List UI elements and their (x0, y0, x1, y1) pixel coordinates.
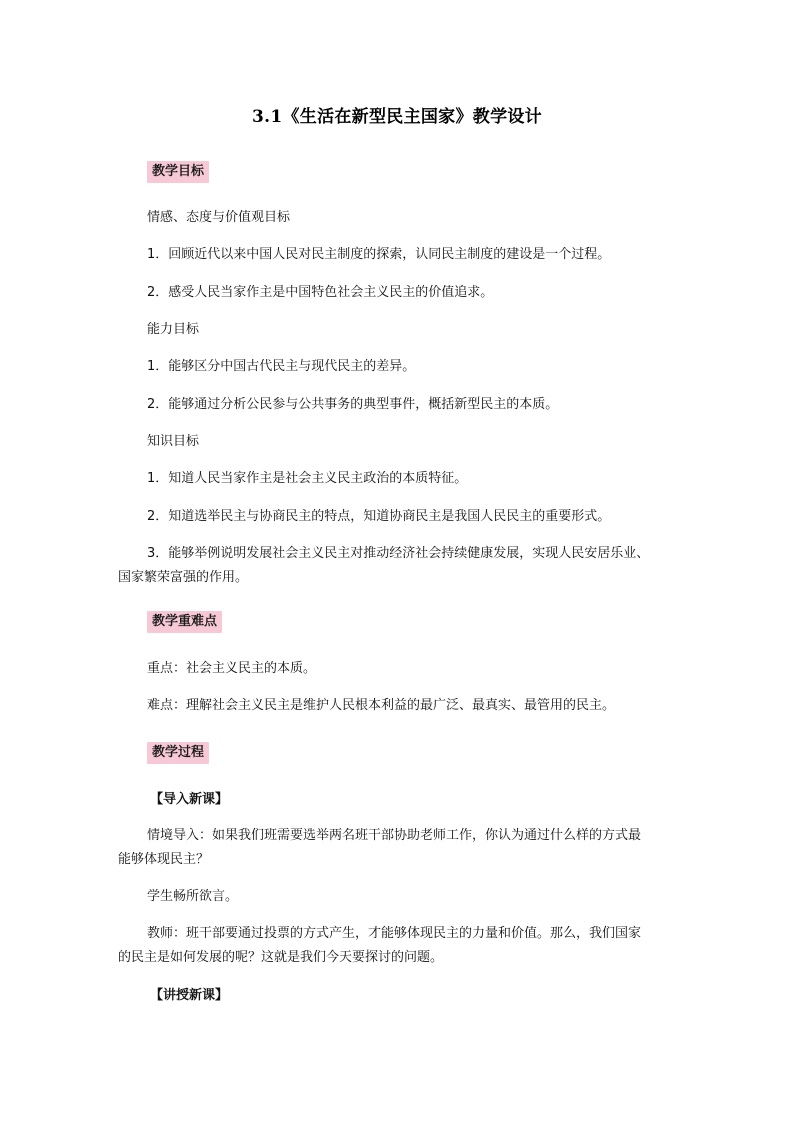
ability-goal-item-2: 2．能够通过分析公民参与公共事务的典型事件，概括新型民主的本质。 (147, 397, 559, 412)
ability-goal-item-1: 1．能够区分中国古代民主与现代民主的差异。 (147, 359, 416, 374)
emotion-goal-item-1: 1．回顾近代以来中国人民对民主制度的探索，认同民主制度的建设是一个过程。 (147, 247, 611, 262)
emotion-goal-item-2: 2．感受人民当家作主是中国特色社会主义民主的价值追求。 (147, 285, 494, 300)
teacher-line-2: 的民主是如何发展的呢？这就是我们今天要探讨的问题。 (118, 950, 444, 965)
key-point-focus: 重点：社会主义民主的本质。 (147, 661, 317, 676)
knowledge-goal-item-2: 2．知道选举民主与协商民主的特点，知道协商民主是我国人民民主的重要形式。 (147, 509, 611, 524)
scenario-line-1: 情境导入：如果我们班需要选举两名班干部协助老师工作，你认为通过什么样的方式最 (147, 828, 642, 843)
emotion-goal-heading: 情感、态度与价值观目标 (147, 210, 291, 225)
section-heading-key-points: 教学重难点 (147, 611, 222, 633)
knowledge-goal-item-3-continued: 国家繁荣富强的作用。 (118, 570, 249, 585)
intro-heading: 【导入新课】 (150, 792, 229, 807)
section-heading-process: 教学过程 (147, 742, 209, 764)
knowledge-goal-item-3: 3．能够举例说明发展社会主义民主对推动经济社会持续健康发展，实现人民安居乐业、 (147, 546, 650, 561)
scenario-line-2: 能够体现民主？ (118, 852, 210, 867)
students-response: 学生畅所欲言。 (147, 889, 239, 904)
knowledge-goal-item-1: 1．知道人民当家作主是社会主义民主政治的本质特征。 (147, 471, 468, 486)
ability-goal-heading: 能力目标 (147, 322, 200, 337)
new-lesson-heading: 【讲授新课】 (150, 988, 229, 1003)
document-title: 3.1《生活在新型民主国家》教学设计 (252, 107, 542, 127)
section-heading-goals: 教学目标 (147, 161, 209, 183)
teacher-line-1: 教师：班干部要通过投票的方式产生，才能够体现民主的力量和价值。那么，我们国家 (147, 926, 642, 941)
key-point-difficulty: 难点：理解社会主义民主是维护人民根本利益的最广泛、最真实、最管用的民主。 (147, 698, 616, 713)
knowledge-goal-heading: 知识目标 (147, 434, 200, 449)
